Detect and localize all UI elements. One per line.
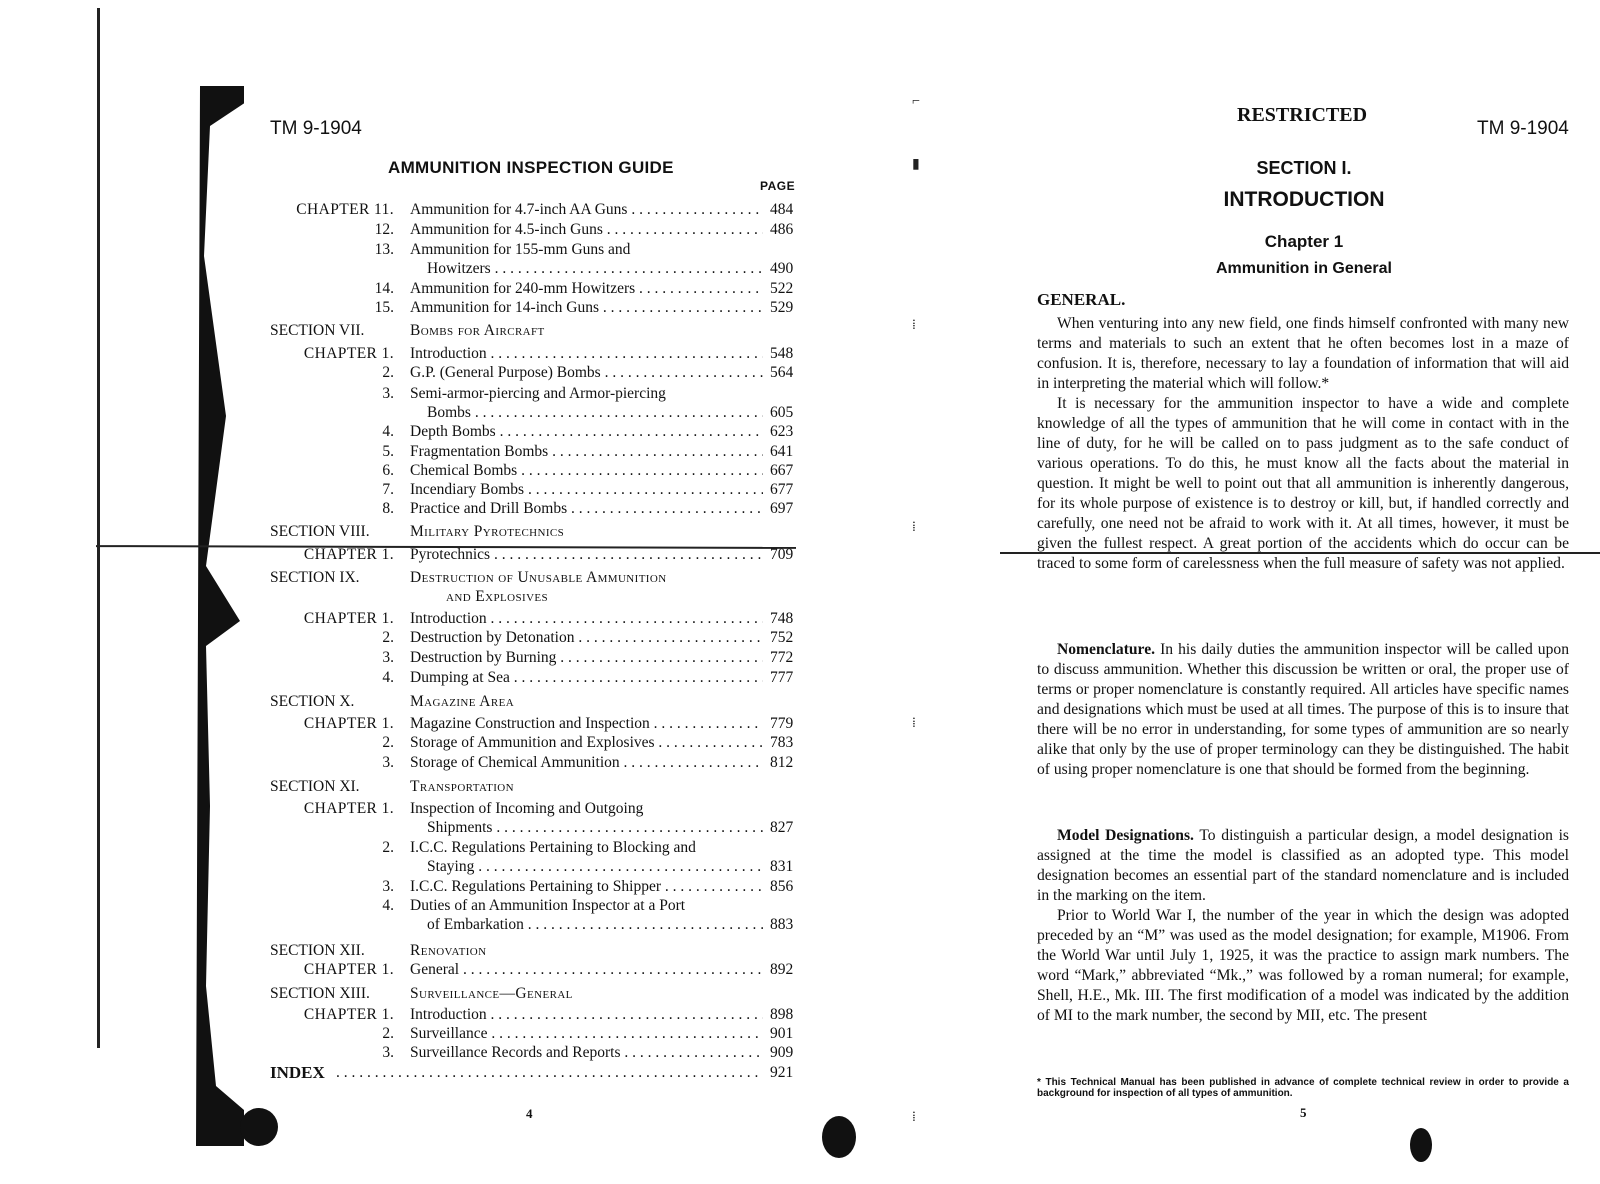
toc-page-number: 548 <box>770 345 794 362</box>
toc-page-number: 605 <box>770 404 794 421</box>
toc-entry-title: of Embarkation . . . <box>427 915 763 934</box>
toc-label: SECTION XII. <box>270 942 365 959</box>
toc-label: 2. <box>382 364 394 381</box>
toc-page-number: 892 <box>770 961 794 978</box>
body-paragraph <box>1037 314 1569 574</box>
toc-entry-title: Introduction . . . <box>410 609 763 628</box>
toc-page-number: 697 <box>770 500 794 517</box>
toc-entry-title: I.C.C. Regulations Pertaining to Blocking and <box>410 839 696 856</box>
toc-page-number: 677 <box>770 481 794 498</box>
toc-page-number: 772 <box>770 649 794 666</box>
toc-entry-title: Introduction . . . <box>410 1005 763 1024</box>
toc-label: CHAPTER 11. <box>296 201 394 218</box>
toc-entry-title: Inspection of Incoming and Outgoing <box>410 800 644 817</box>
classification-marking: RESTRICTED <box>1237 104 1368 126</box>
gutter-mark: ⌐ <box>912 94 920 109</box>
toc-entry-title: Destruction of Unusable Ammunition <box>410 569 667 586</box>
toc-label: INDEX <box>270 1063 325 1082</box>
toc-entry-title: Magazine Area <box>410 693 515 710</box>
toc-entry-title: Destruction by Burning . . . <box>410 648 763 667</box>
toc-page-number: 812 <box>770 754 794 771</box>
toc-entry-title: Ammunition for 4.5-inch Guns . . . <box>410 220 763 239</box>
toc-label: 15. <box>374 299 394 316</box>
toc-page-number: 883 <box>770 916 794 933</box>
toc-label: CHAPTER 1. <box>303 715 394 732</box>
toc-label: 3. <box>382 649 394 666</box>
toc-label: 3. <box>382 385 394 402</box>
chapter-number: Chapter 1 <box>1264 232 1344 251</box>
left-page-header: TM 9-1904 <box>270 118 362 139</box>
toc-label: 4. <box>382 897 394 914</box>
paragraph-4-text: To distinguish a particular design, a model designation is assigned at the time the model is classified as an adopted type. This model designation becomes an essential part of the standard nomenclature and is included in the marking on the item. <box>1037 827 1569 904</box>
toc-entry-title: Ammunition for 4.7-inch AA Guns . . . <box>410 200 763 219</box>
page-column-label: PAGE <box>760 179 796 193</box>
toc-entry-title: Military Pyrotechnics <box>410 523 565 540</box>
toc-entry-title: Renovation <box>410 942 487 959</box>
toc-entry-title: Duties of an Ammunition Inspector at a Port <box>410 897 686 914</box>
toc-label: 3. <box>382 754 394 771</box>
toc-label: SECTION XIII. <box>270 985 370 1002</box>
toc-page-number: 783 <box>770 734 794 751</box>
toc-entry-title: Transportation <box>410 778 514 795</box>
toc-label: CHAPTER 1. <box>303 1006 394 1023</box>
toc-entry-title: Bombs . . . <box>427 403 763 422</box>
toc-page-number: 709 <box>770 546 794 563</box>
toc-entry-title: Storage of Chemical Ammunition . . . <box>410 753 763 772</box>
toc-label: 7. <box>382 481 394 498</box>
chapter-title: Ammunition in General <box>1215 260 1392 277</box>
toc-label: 12. <box>374 221 394 238</box>
punch-hole <box>1410 1128 1432 1162</box>
gutter-mark: ⁞ <box>912 716 916 731</box>
subhead-general: GENERAL. <box>1037 290 1126 309</box>
toc-entry-title: Storage of Ammunition and Explosives . . . <box>410 733 763 752</box>
toc-entry-title: Staying . . . <box>427 857 763 876</box>
toc-entry-title: Introduction . . . <box>410 344 763 363</box>
toc-label: 2. <box>382 1025 394 1042</box>
toc-entry-title: Depth Bombs . . . <box>410 422 763 441</box>
toc-label: SECTION VII. <box>270 322 365 339</box>
body-paragraph <box>1037 640 1569 780</box>
toc-label: SECTION X. <box>270 693 355 710</box>
toc-page-number: 901 <box>770 1025 794 1042</box>
toc-page-number: 484 <box>770 201 794 218</box>
toc-entry-title: Bombs for Aircraft <box>410 322 545 339</box>
toc-label: 8. <box>382 500 394 517</box>
toc-entry-title: Fragmentation Bombs . . . <box>410 442 763 461</box>
toc-entry-title: Dumping at Sea . . . <box>410 668 763 687</box>
toc-page-number: 486 <box>770 221 794 238</box>
toc-entry-title: and Explosives <box>446 588 549 605</box>
toc-page-number: 522 <box>770 280 794 297</box>
paragraph-4-lead: Model Designations. <box>1057 827 1194 844</box>
toc-label: CHAPTER 1. <box>303 800 394 817</box>
toc-label: CHAPTER 1. <box>303 345 394 362</box>
toc-label: SECTION VIII. <box>270 523 370 540</box>
toc-entry-title: Destruction by Detonation . . . <box>410 628 763 647</box>
toc-page-number: 490 <box>770 260 794 277</box>
punch-hole <box>822 1116 856 1158</box>
toc-page-number: 827 <box>770 819 794 836</box>
toc-label: 2. <box>382 734 394 751</box>
toc-page-number: 564 <box>770 364 794 381</box>
toc-entry-title: Ammunition for 14-inch Guns . . . <box>410 298 763 317</box>
toc-entry-title: Practice and Drill Bombs . . . <box>410 499 763 518</box>
toc-page-number: 641 <box>770 443 794 460</box>
toc-label: 4. <box>382 669 394 686</box>
toc-label: CHAPTER 1. <box>303 610 394 627</box>
paragraph-5: Prior to World War I, the number of the year in which the design was adopted preceded by an “M” was used as the model designation; for example, M1906. From the World War until July 1, 1925, it was the practice to assign mark numbers. The word “Mark,” abbreviated “Mk.,” was followed by a roman numeral; for example, Shell, H.E., Mk. III. The first modification of a model was indicated by the addition of MI to the mark number, the second by MII, etc. The present <box>1037 907 1569 1024</box>
toc-page-number: 752 <box>770 629 794 646</box>
toc-entry-title: I.C.C. Regulations Pertaining to Shipper . . . <box>410 877 763 896</box>
toc-entry-title: Howitzers . . . <box>427 259 763 278</box>
toc-label: SECTION XI. <box>270 778 360 795</box>
toc-page-number: 831 <box>770 858 794 875</box>
body-paragraph <box>1037 826 1569 1026</box>
toc-entry-title: Ammunition for 155-mm Guns and <box>410 241 631 258</box>
gutter-mark: ▮ <box>912 157 920 172</box>
toc-page-number: 909 <box>770 1044 794 1061</box>
toc-entry-title: Semi-armor-piercing and Armor-piercing <box>410 385 666 402</box>
toc-page-number: 898 <box>770 1006 794 1023</box>
toc-entry-title: Surveillance Records and Reports . . . <box>410 1043 763 1062</box>
toc-label: 2. <box>382 629 394 646</box>
left-page-folio: 4 <box>526 1106 533 1121</box>
footnote: * This Technical Manual has been published in advance of complete technical review in order to provide a background for inspection of all types of ammunition. <box>1037 1077 1569 1099</box>
toc-label: 13. <box>374 241 394 258</box>
toc-page-number: 623 <box>770 423 794 440</box>
paragraph-3 <box>1037 640 1569 780</box>
toc-label: 4. <box>382 423 394 440</box>
toc-label: 6. <box>382 462 394 479</box>
paragraph-4 <box>1037 826 1569 906</box>
toc-label: 14. <box>374 280 394 297</box>
toc-entry-title: Ammunition for 240-mm Howitzers . . . <box>410 279 763 298</box>
toc-entry-title: General . . . <box>410 960 763 979</box>
toc-label: 3. <box>382 878 394 895</box>
toc-entry-title: Chemical Bombs . . . <box>410 461 763 480</box>
toc-entry-title: Surveillance . . . <box>410 1024 763 1043</box>
toc-page-number: 779 <box>770 715 794 732</box>
gutter-mark: ⁞ <box>912 1110 916 1125</box>
toc-entry-title: G.P. (General Purpose) Bombs . . . <box>410 363 763 382</box>
section-title: INTRODUCTION <box>1223 188 1385 211</box>
scan-edge-line <box>97 8 100 1048</box>
toc-page-number: 856 <box>770 878 794 895</box>
toc-entry-title: Shipments . . . <box>427 818 763 837</box>
toc-label: 5. <box>382 443 394 460</box>
right-page-header: TM 9-1904 <box>1477 118 1569 139</box>
paragraph-3-text: In his daily duties the ammunition inspector will be called upon to discuss ammunition. Whether this discussion be written or oral, the proper use of terms or proper nomenclature is constantly required. All articles have specific names and designations which must be used at all times. The purpose of this is to insure that there will be no error in understanding, for some types of ammunition are so nearly alike that only by the use of proper terminology can they be distinguished. The habit of using proper nomenclature is one that should be formed from the beginning. <box>1037 641 1569 778</box>
toc-page-number: 529 <box>770 299 794 316</box>
toc-label: SECTION IX. <box>270 569 360 586</box>
paragraph-1: When venturing into any new field, one finds himself confronted with many new terms and materials to such an extent that he often becomes lost in a maze of confusion. It is, therefore, necessary to lay a foundation of information that will aid in interpreting the material which will follow.* <box>1037 315 1569 392</box>
toc-page-number: 667 <box>770 462 794 479</box>
toc-page-number: 748 <box>770 610 794 627</box>
toc-label: CHAPTER 1. <box>303 546 394 563</box>
section-number: SECTION I. <box>1256 158 1352 178</box>
toc-label: 3. <box>382 1044 394 1061</box>
right-page-folio: 5 <box>1300 1105 1307 1120</box>
toc-label: CHAPTER 1. <box>303 961 394 978</box>
gutter-mark: ⁞ <box>912 520 916 535</box>
toc-page-number: 921 <box>770 1064 794 1081</box>
punch-hole <box>240 1108 278 1146</box>
toc-entry-title: Magazine Construction and Inspection . . . <box>410 714 763 733</box>
toc-entry-title: Incendiary Bombs . . . <box>410 480 763 499</box>
paragraph-3-lead: Nomenclature. <box>1057 641 1156 658</box>
paragraph-2: It is necessary for the ammunition inspector to have a wide and complete knowledge of all the types of ammunition that he will come in contact with in the line of duty, for he will be called on to pass judgment as to the safe conduct of various operations. To do this, he must know all the facts about the material in question. It might be well to point out that all ammunition is inherently dangerous, for its whole purpose of existence is to destroy or kill, but, if handled correctly and carefully, one need not be afraid to work with it. At all times, however, it must be given the fullest respect. A great portion of the accidents which do occur can be traced to some form of carelessness when the full measure of safety was not applied. <box>1037 395 1569 572</box>
toc-title: AMMUNITION INSPECTION GUIDE <box>388 158 674 177</box>
toc-entry-title <box>336 1063 763 1082</box>
toc-entry-title: Surveillance—General <box>410 985 573 1002</box>
toc-entry-title: Pyrotechnics . . . <box>410 545 763 564</box>
binding-shadow <box>196 86 244 1146</box>
toc-label: 2. <box>382 839 394 856</box>
gutter-mark: ⁞ <box>912 318 916 333</box>
toc-page-number: 777 <box>770 669 794 686</box>
